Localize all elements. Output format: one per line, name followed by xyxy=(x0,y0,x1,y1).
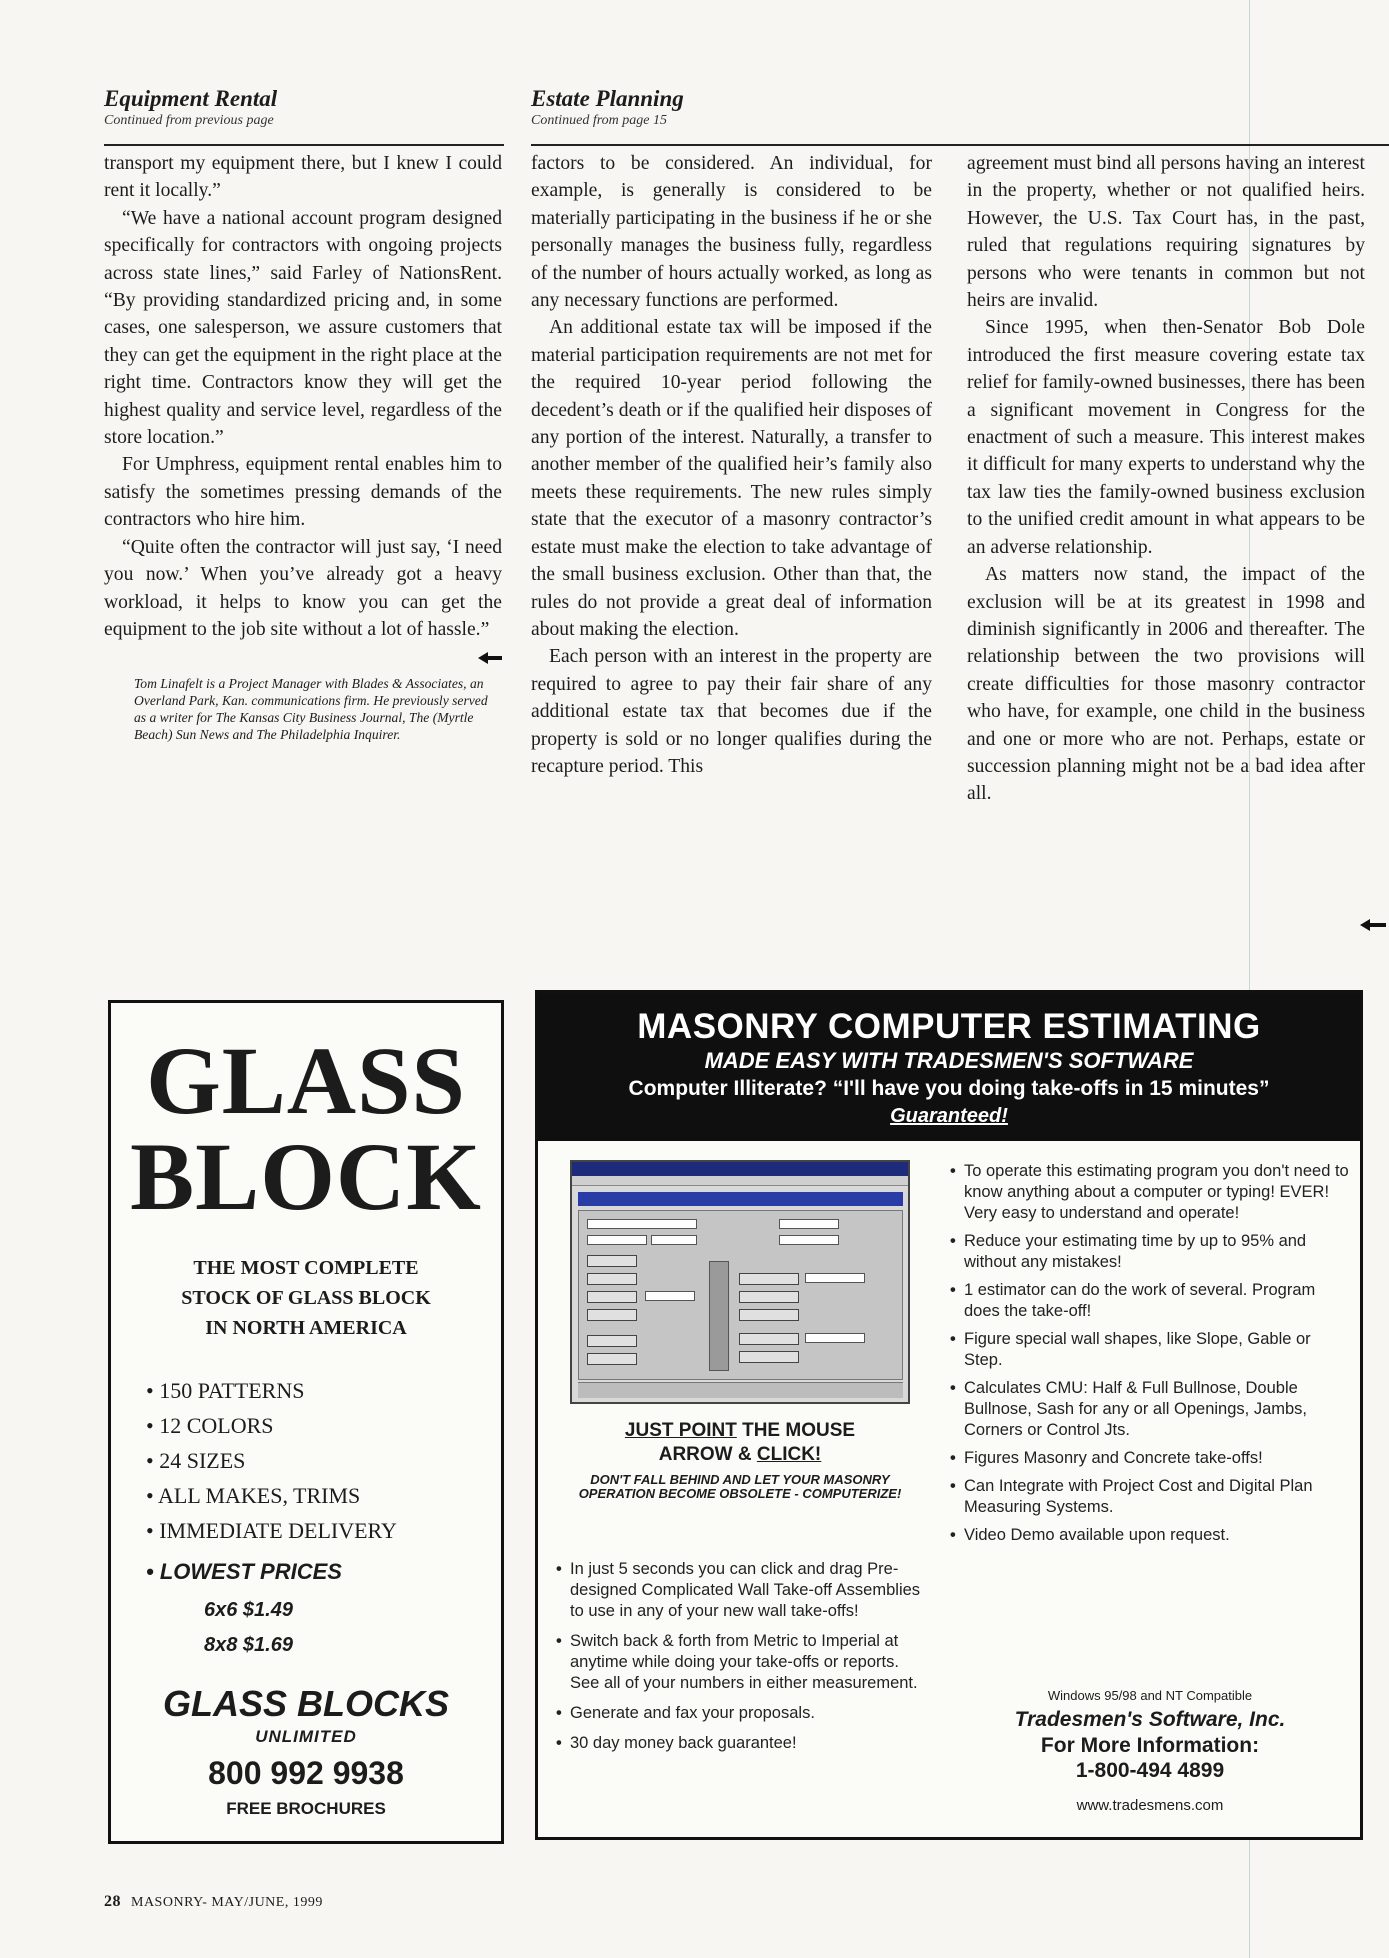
stock-line: IN NORTH AMERICA xyxy=(205,1317,407,1339)
bullet-item: • Figure special wall shapes, like Slope, Gable or Step. xyxy=(950,1329,1350,1371)
continued-note: Continued from page 15 xyxy=(531,113,667,128)
estate-planning-column-1 xyxy=(531,150,932,780)
screenshot-field xyxy=(779,1219,839,1229)
author-bio: Tom Linafelt is a Project Manager with Blades & Associates, an Overland Park, Kan. communications firm. He previously served as a writer for The Kansas City Business Journal, The (Myrtle Beach) Sun News and The Philadelphia Inquirer. xyxy=(134,676,488,743)
end-arrow-icon xyxy=(478,652,502,664)
screenshot-menubar xyxy=(572,1176,908,1186)
screenshot-wall-column xyxy=(709,1261,729,1371)
equipment-rental-column xyxy=(104,150,502,743)
equipment-rental-header xyxy=(104,86,277,129)
section-title: Estate Planning xyxy=(531,86,684,111)
left-bullets xyxy=(556,1559,926,1763)
screenshot-field xyxy=(805,1273,865,1283)
screenshot-field xyxy=(651,1235,697,1245)
screenshot-footer xyxy=(578,1382,903,1398)
point-text-underlined: CLICK! xyxy=(756,1444,822,1465)
screenshot-button xyxy=(587,1309,637,1321)
page-footer xyxy=(104,1893,323,1911)
paragraph: For Umphress, equipment rental enables him to satisfy the sometimes pressing demands of the contractors who hire him. xyxy=(104,454,502,531)
point-and-click xyxy=(570,1419,910,1467)
more-info: For More Information: xyxy=(1040,1734,1260,1757)
feature-item: • ALL MAKES, TRIMS xyxy=(146,1478,397,1513)
phone-number: 800 992 9938 xyxy=(208,1755,404,1791)
stock-line: THE MOST COMPLETE xyxy=(193,1257,419,1279)
screenshot-field xyxy=(587,1219,697,1229)
paragraph: Since 1995, when then-Senator Bob Dole introduced the first measure covering estate tax relief for family-owned businesses, there has been a significant movement in Congress for the enactment of such a measure. This interest makes it difficult for many experts to understand why the tax law ties the family-owned business exclusion to the unified credit amount in what appears to be an adverse relationship. xyxy=(967,317,1365,558)
paragraph: agreement must bind all persons having an interest in the property, whether or not qualified heirs. However, the U.S. Tax Court has, in the past, ruled that regulations requiring signatures by persons who were tenants in common but not heirs are invalid. xyxy=(967,153,1365,312)
bullet-item: • Calculates CMU: Half & Full Bullnose, Double Bullnose, Sash for any or all Openings, Jambs, Corners or Control Jts. xyxy=(950,1378,1350,1441)
screenshot-button xyxy=(587,1273,637,1285)
feature-item: • IMMEDIATE DELIVERY xyxy=(146,1513,397,1548)
paragraph: transport my equipment there, but I knew I could rent it locally.” xyxy=(104,153,502,202)
screenshot-button xyxy=(587,1335,637,1347)
glass-block-ad xyxy=(108,1000,504,1844)
estate-planning-header xyxy=(531,86,684,129)
screenshot-button xyxy=(739,1351,799,1363)
point-text: THE MOUSE xyxy=(736,1420,856,1441)
point-text: ARROW & xyxy=(658,1444,757,1465)
price-6x6: 6x6 $1.49 xyxy=(204,1599,293,1621)
paragraph: “Quite often the contractor will just say, ‘I need you now.’ When you’ve already got a heavy workload, it helps to know you can get the equipment to the job site without a lot of hassle.” xyxy=(104,536,502,640)
paragraph: An additional estate tax will be imposed if the material participation requirements are not met for the required 10-year period following the decedent’s death or if the qualified heir disposes of any portion of the interest. Naturally, a transfer to another member of the qualified heir’s family also meets these requirements. The new rules simply state that the executor of a masonry contractor’s estate must make the election to take advantage of the small business exclusion. Other than that, the rules do not provide a great deal of information about making the election. xyxy=(531,317,932,640)
continued-note: Continued from previous page xyxy=(104,113,274,128)
bullet-item: • Can Integrate with Project Cost and Digital Plan Measuring Systems. xyxy=(950,1476,1350,1518)
website: www.tradesmens.com xyxy=(1076,1797,1224,1814)
end-of-article xyxy=(104,643,502,657)
screenshot-button xyxy=(587,1291,637,1303)
header-rule xyxy=(531,144,1389,146)
paragraph: Each person with an interest in the property are required to agree to pay their fair share of any additional estate tax that becomes due if the property is sold or no longer qualifies during the recapture period. This xyxy=(531,646,932,777)
point-text-underlined: JUST POINT xyxy=(624,1420,737,1441)
screenshot-button xyxy=(587,1353,637,1365)
section-title: Equipment Rental xyxy=(104,86,278,111)
feature-item: • 12 COLORS xyxy=(146,1408,397,1443)
screenshot-button xyxy=(739,1273,799,1285)
free-brochures: FREE BROCHURES xyxy=(226,1799,386,1818)
brand-sub: UNLIMITED xyxy=(255,1727,357,1746)
screenshot-field xyxy=(779,1235,839,1245)
paragraph: As matters now stand, the impact of the exclusion will be at its greatest in 1998 and diminish significantly in 2006 and thereafter. The relationship between the two provisions will create difficulties for those masonry contractor who have, for example, one child in the business and one or more who are not. Perhaps, estate or succession planning might not be a bad idea after all. xyxy=(967,564,1365,805)
feature-list xyxy=(146,1373,397,1548)
bullet-item: • To operate this estimating program you don't need to know anything about a computer or typing! EVER! Very easy to understand and operate! xyxy=(950,1161,1350,1224)
ad-headline: BLOCK xyxy=(130,1123,482,1230)
screenshot-button xyxy=(587,1255,637,1267)
right-bullets xyxy=(950,1161,1350,1553)
bullet-item: • 30 day money back guarantee! xyxy=(556,1733,926,1754)
paragraph: factors to be considered. An individual, for example, is generally is considered to be materially participating in the business if he or she personally manages the business fully, regardless of the number of hours actually worked, as long as any necessary functions are performed. xyxy=(531,153,932,312)
screenshot-field xyxy=(645,1291,695,1301)
bullet-item: • Reduce your estimating time by up to 95% and without any mistakes! xyxy=(950,1231,1350,1273)
ad-guarantee: Guaranteed! xyxy=(890,1105,1008,1127)
lowest-prices: • LOWEST PRICES xyxy=(146,1559,342,1585)
header-rule xyxy=(104,144,504,146)
stock-statement xyxy=(111,1253,501,1343)
page-number: 28 xyxy=(104,1893,121,1910)
screenshot-titlebar xyxy=(572,1162,908,1176)
feature-item: • 24 SIZES xyxy=(146,1443,397,1478)
bullet-item: • Video Demo available upon request. xyxy=(950,1525,1350,1546)
stock-line: STOCK OF GLASS BLOCK xyxy=(181,1287,431,1309)
end-arrow-icon xyxy=(1360,919,1386,931)
screenshot-field xyxy=(805,1333,865,1343)
paragraph: “We have a national account program designed specifically for contractors with ongoing projects across state lines,” said Farley of NationsRent. “By providing standardized pricing and, in some cases, one salesperson, we assure customers that they can get the equipment in the right place at the right time. Contractors know they will get the highest quality and service level, regardless of the store location.” xyxy=(104,207,502,449)
screenshot-dialog-title xyxy=(578,1192,903,1206)
bullet-item: • Generate and fax your proposals. xyxy=(556,1703,926,1724)
software-screenshot xyxy=(570,1160,910,1404)
estate-planning-column-2 xyxy=(967,150,1389,808)
screenshot-field xyxy=(587,1235,647,1245)
compatibility-note: Windows 95/98 and NT Compatible xyxy=(1047,1688,1253,1703)
bullet-item: • 1 estimator can do the work of several. Program does the take-off! xyxy=(950,1280,1350,1322)
ad-banner xyxy=(538,993,1360,1141)
publication-issue: MASONRY- MAY/JUNE, 1999 xyxy=(131,1895,323,1910)
software-ad xyxy=(535,990,1363,1840)
phone-number: 1-800-494 4899 xyxy=(1075,1759,1225,1782)
feature-item: • 150 PATTERNS xyxy=(146,1373,397,1408)
company-name: Tradesmen's Software, Inc. xyxy=(1014,1708,1286,1731)
ad-tagline: Computer Illiterate? “I'll have you doing take-offs in 15 minutes” xyxy=(628,1077,1270,1100)
screenshot-button xyxy=(739,1333,799,1345)
screenshot-dialog xyxy=(578,1210,903,1380)
screenshot-button xyxy=(739,1291,799,1303)
price-8x8: 8x8 $1.69 xyxy=(204,1634,293,1656)
ad-subhead: MADE EASY WITH TRADESMEN'S SOFTWARE xyxy=(704,1048,1194,1073)
computerize-slogan: DON'T FALL BEHIND AND LET YOUR MASONRY OPERATION BECOME OBSOLETE - COMPUTERIZE! xyxy=(578,1472,902,1501)
brand-name: GLASS BLOCKS xyxy=(162,1683,449,1724)
bullet-item: • In just 5 seconds you can click and drag Pre-designed Complicated Wall Take-off Assemblies to use in any of your new wall take-offs! xyxy=(556,1559,926,1622)
screenshot-button xyxy=(739,1309,799,1321)
ad-headline: MASONRY COMPUTER ESTIMATING xyxy=(637,1007,1261,1046)
ad-headline: GLASS xyxy=(146,1027,466,1134)
bullet-item: • Figures Masonry and Concrete take-offs! xyxy=(950,1448,1350,1469)
bullet-item: • Switch back & forth from Metric to Imperial at anytime while doing your take-offs or reports. See all of your numbers in either measurement. xyxy=(556,1631,926,1694)
